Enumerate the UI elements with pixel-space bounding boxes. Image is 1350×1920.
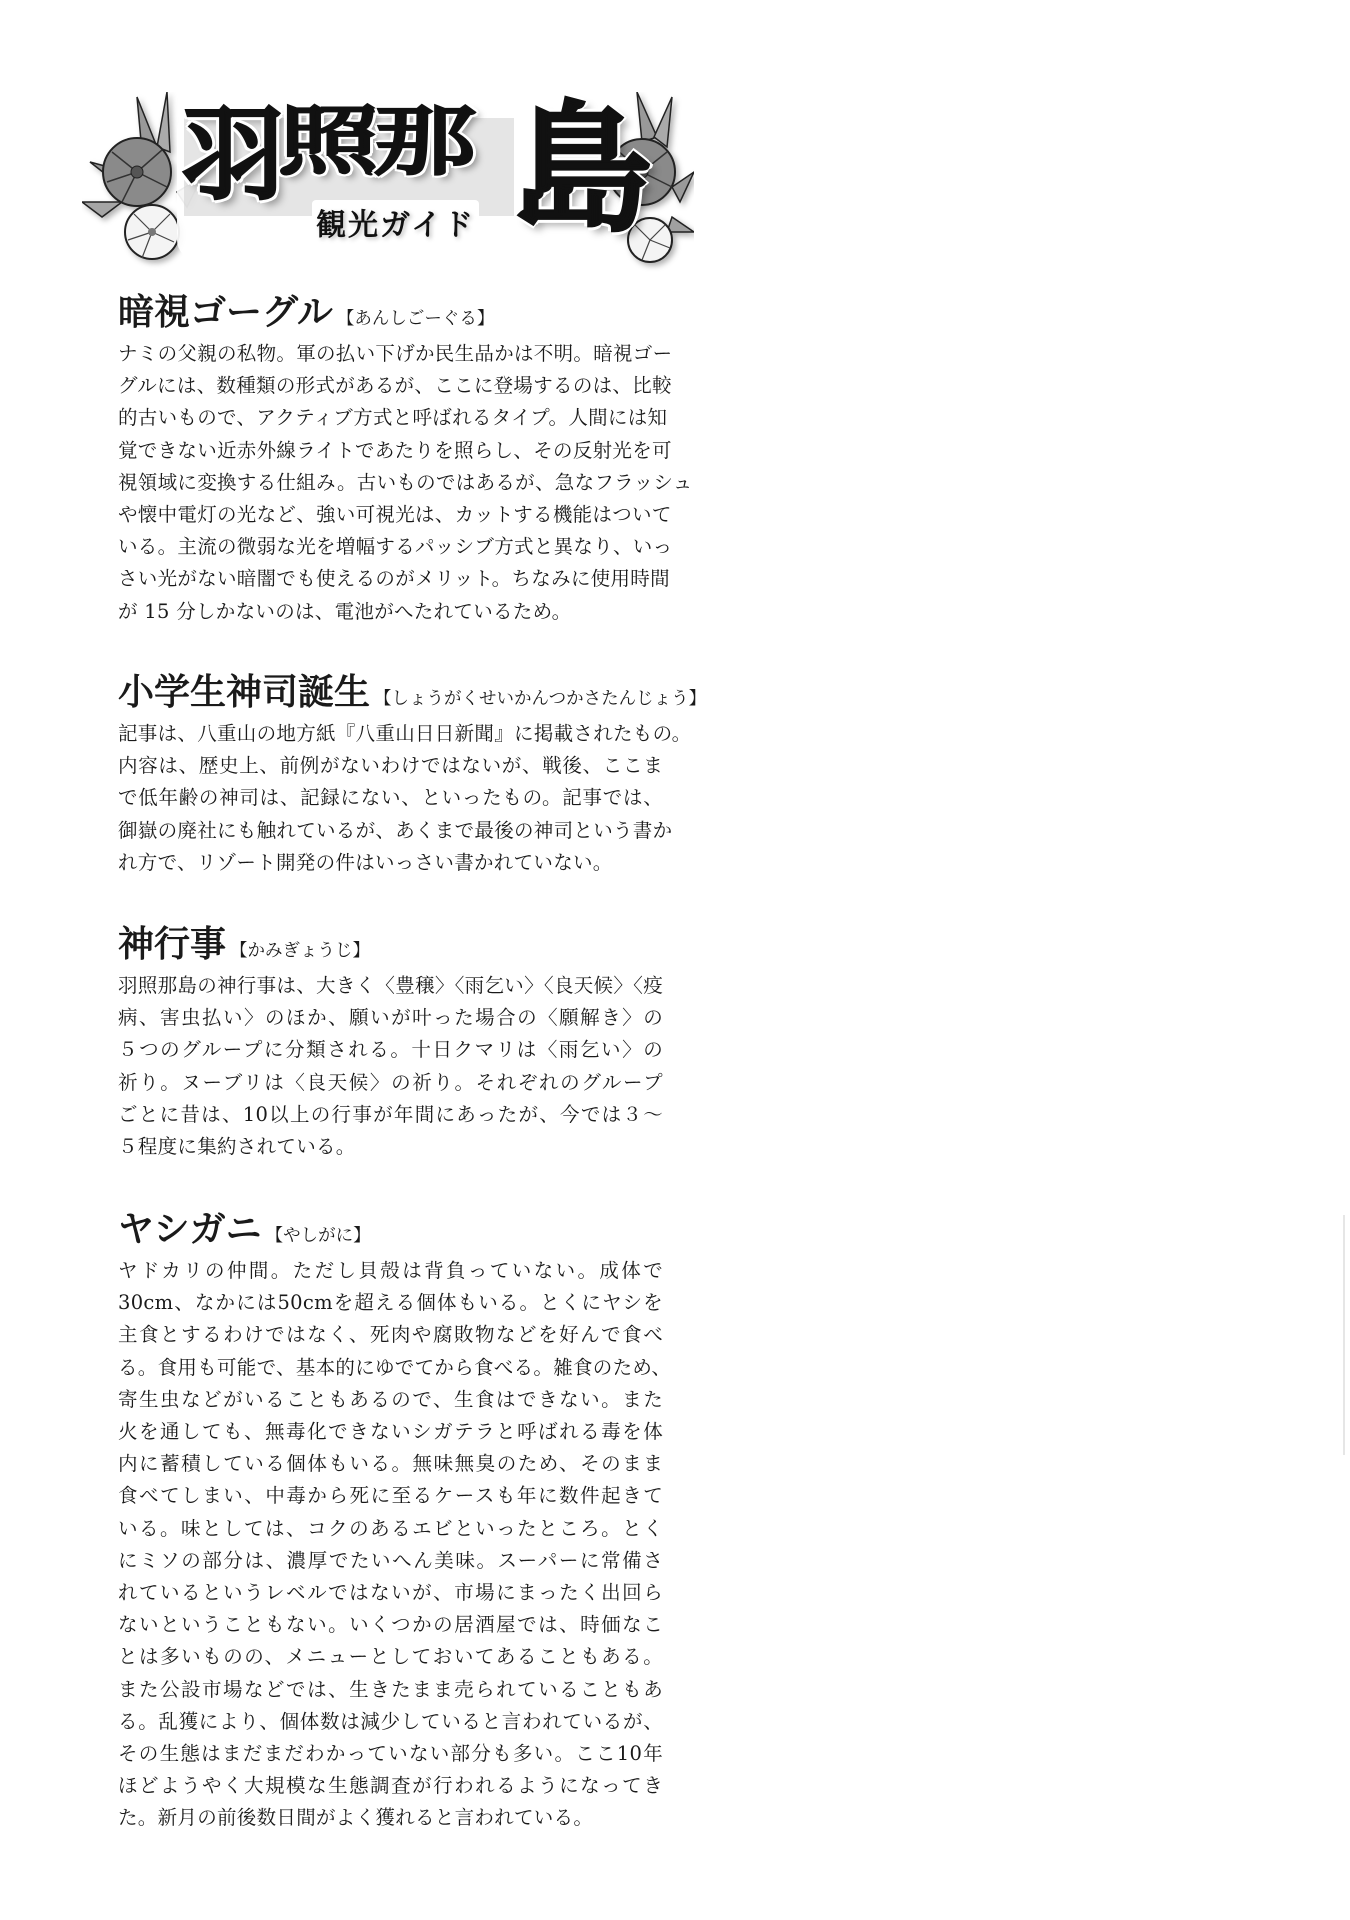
- body-line: その生態はまだまだわかっていない部分も多い。ここ10年: [118, 1742, 663, 1766]
- logo-subtitle: 観光ガイド: [312, 200, 479, 244]
- entry-reading: 【かみぎょうじ】: [230, 941, 371, 961]
- body-line: 主食とするわけではなく、死肉や腐敗物などを好んで食べ: [118, 1323, 663, 1347]
- body-line: で低年齢の神司は、記録にない、といったもの。記事では、: [118, 786, 663, 810]
- body-line: 内容は、歴史上、前例がないわけではないが、戦後、ここま: [118, 754, 663, 778]
- body-line: 御嶽の廃社にも触れているが、あくまで最後の神司という書か: [118, 818, 673, 842]
- page-edge-shadow: [1343, 1215, 1345, 1455]
- body-line: ヤドカリの仲間。ただし貝殻は背負っていない。成体で: [118, 1259, 663, 1282]
- logo-char-island: 島: [512, 88, 653, 252]
- body-line: さい光がない暗闇でも使えるのがメリット。ちなみに使用時間: [118, 567, 670, 591]
- entry-body: [118, 970, 663, 1163]
- body-line: る。乱獲により、個体数は減少していると言われているが、: [118, 1709, 663, 1733]
- body-line: 寄生虫などがいることもあるので、生食はできない。また: [118, 1387, 663, 1411]
- body-line: いる。味としては、コクのあるエビといったところ。とく: [118, 1516, 663, 1540]
- body-line: ５つのグループに分類される。十日クマリは〈雨乞い〉の: [118, 1038, 663, 1062]
- body-line: 記事は、八重山の地方紙『八重山日日新聞』に掲載されたもの。: [118, 722, 692, 745]
- glossary-entry-child-priestess: [118, 670, 707, 879]
- body-line: 羽照那島の神行事は、大きく〈豊穣〉〈雨乞い〉〈良天候〉〈疫: [118, 974, 663, 997]
- entry-title: 暗視ゴーグル: [118, 291, 333, 333]
- body-line: れ方で、リゾート開発の件はいっさい書かれていない。: [118, 850, 613, 874]
- body-line: れているというレベルではないが、市場にまったく出回ら: [118, 1581, 663, 1605]
- entry-title: 神行事: [118, 923, 227, 965]
- body-line: 病、害虫払い〉のほか、願いが叶った場合の〈願解き〉の: [118, 1006, 663, 1030]
- logo-char-na: 那: [374, 97, 470, 187]
- body-line: や懐中電灯の光など、強い可視光は、カットする機能はついて: [118, 503, 672, 527]
- body-line: 的古いもので、アクティブ方式と呼ばれるタイプ。人間には知: [118, 406, 668, 430]
- body-line: ないということもない。いくつかの居酒屋では、時価なこ: [118, 1613, 663, 1637]
- body-line: が 15 分しかないのは、電池がへたれているため。: [118, 599, 572, 623]
- body-line: 食べてしまい、中毒から死に至るケースも年に数件起きて: [118, 1484, 663, 1508]
- logo-char-teru: 照: [278, 97, 374, 187]
- entry-reading: 【あんしごーぐる】: [336, 309, 495, 329]
- body-line: ５程度に集約されている。: [118, 1135, 356, 1159]
- body-line: 30cm、なかには50cmを超える個体もいる。とくにヤシを: [118, 1291, 663, 1315]
- entry-reading: 【しょうがくせいかんつかさたんじょう】: [374, 689, 707, 709]
- body-line: 祈り。ヌーブリは〈良天候〉の祈り。それぞれのグループ: [118, 1070, 663, 1094]
- body-line: 覚できない近赤外線ライトであたりを照らし、その反射光を可: [118, 438, 672, 462]
- logo-char-ha: 羽: [182, 95, 278, 215]
- body-line: ほどようやく大規模な生態調査が行われるようになってき: [118, 1774, 663, 1798]
- body-line: とは多いものの、メニューとしておいてあることもある。: [118, 1645, 663, 1669]
- entry-title: ヤシガニ: [118, 1208, 262, 1250]
- entry-body: [118, 338, 693, 628]
- body-line: また公設市場などでは、生きたまま売られていることもあ: [118, 1677, 663, 1701]
- glossary-entry-night-vision-goggles: [118, 290, 693, 628]
- title-logo: [82, 88, 694, 272]
- glossary-entry-coconut-crab: [118, 1207, 672, 1835]
- body-line: ごとに昔は、10以上の行事が年間にあったが、今では３～: [118, 1102, 663, 1126]
- body-line: ナミの父親の私物。軍の払い下げか民生品かは不明。暗視ゴー: [118, 342, 673, 365]
- entry-body: [118, 1255, 672, 1835]
- body-line: 火を通しても、無毒化できないシガテラと呼ばれる毒を体: [118, 1420, 663, 1444]
- entry-reading: 【やしがに】: [265, 1226, 371, 1246]
- entry-title: 小学生神司誕生: [118, 671, 371, 713]
- body-line: グルには、数種類の形式があるが、ここに登場するのは、比較: [118, 374, 672, 398]
- body-line: にミソの部分は、濃厚でたいへん美味。スーパーに常備さ: [118, 1548, 663, 1572]
- entry-body: [118, 718, 692, 879]
- body-line: 視領域に変換する仕組み。古いものではあるが、急なフラッシュ: [118, 470, 693, 494]
- glossary-entry-sacred-rituals: [118, 922, 663, 1163]
- body-line: いる。主流の微弱な光を増幅するパッシブ方式と異なり、いっ: [118, 535, 673, 559]
- body-line: た。新月の前後数日間がよく獲れると言われている。: [118, 1806, 594, 1830]
- body-line: 内に蓄積している個体もいる。無味無臭のため、そのまま: [118, 1452, 663, 1476]
- body-line: る。食用も可能で、基本的にゆでてから食べる。雑食のため、: [118, 1355, 672, 1379]
